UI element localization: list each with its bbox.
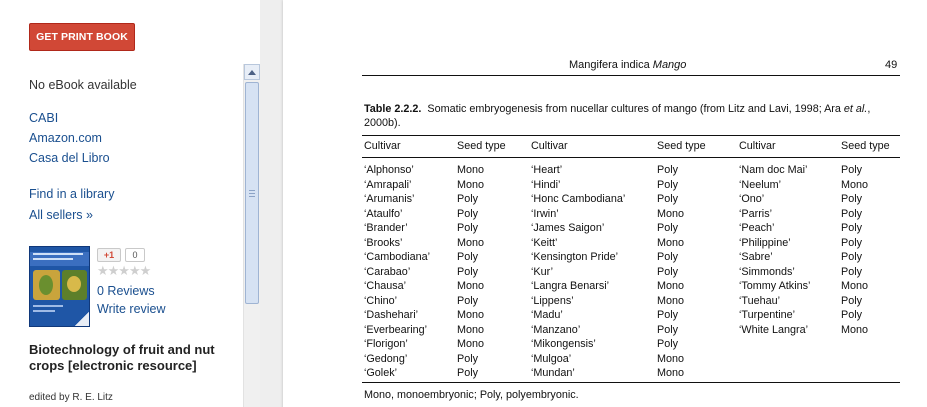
column-header: Cultivar (739, 140, 776, 152)
table-cell: Mono (657, 294, 685, 307)
table-cell: ‘Golek’ (364, 367, 398, 379)
table-cell: Poly (457, 207, 479, 220)
table-cell: ‘Chino’ (364, 294, 398, 307)
table-cell: Poly (657, 178, 679, 191)
table-cell: Poly (457, 265, 479, 278)
caption-italic: et al. (843, 103, 868, 115)
table-cell: ‘Peach’ (739, 222, 775, 234)
table-cell: ‘Sabre’ (739, 251, 773, 263)
table-cell: Poly (841, 309, 863, 321)
seed-type-column-1 (457, 163, 484, 381)
column-header: Seed type (657, 140, 706, 152)
table-cell: ‘Mulgoa’ (531, 352, 572, 365)
table-cell: Poly (657, 193, 679, 205)
table-cell: ‘Dashehari’ (364, 309, 419, 321)
table-cell: ‘Gedong’ (364, 352, 408, 365)
table-cell: Poly (841, 164, 863, 176)
table-cell: Poly (657, 164, 679, 176)
header-rule (362, 75, 900, 76)
write-review-link[interactable]: Write review (97, 302, 166, 316)
table-cell: Mono (841, 280, 869, 292)
cultivar-column-3 (739, 163, 810, 337)
book-title: Biotechnology of fruit and nut crops [electronic resource] (29, 342, 215, 373)
reviews-link[interactable]: 0 Reviews (97, 284, 155, 298)
table-cell: ‘Turpentine’ (739, 309, 796, 321)
table-cell: ‘Irwin’ (531, 207, 559, 220)
book-author: edited by R. E. Litz (29, 392, 113, 403)
table-cell: ‘Mundan’ (531, 367, 575, 379)
table-cell: Mono (657, 207, 685, 220)
table-cell: ‘Honc Cambodiana’ (531, 193, 626, 205)
seed-type-column-3 (841, 163, 868, 337)
sidebar (0, 0, 243, 407)
running-head-italic: Mango (652, 59, 687, 71)
library-links (29, 187, 114, 229)
table-cell: Poly (457, 222, 479, 234)
table-cell: ‘Cambodiana’ (364, 251, 431, 263)
no-ebook-text: No eBook available (29, 78, 137, 92)
table-cell: Mono (457, 323, 485, 336)
table-footnote: Mono, monoembryonic; Poly, polyembryonic. (364, 389, 579, 401)
table-cell: Mono (657, 280, 685, 292)
table-cell: Mono (457, 164, 485, 176)
table-cell: ‘Lippens’ (531, 294, 574, 307)
table-cell: ‘Nam doc Mai’ (739, 164, 808, 176)
find-in-library-link[interactable]: Find in a library (29, 187, 115, 201)
caption-tail: , 2000b). (364, 103, 871, 129)
table-cell: ‘Mikongensis’ (531, 338, 596, 350)
column-header: Cultivar (364, 140, 401, 152)
plus-one-count: 0 (125, 248, 145, 262)
table-cell: ‘Philippine’ (739, 236, 791, 249)
table-cell: ‘Neelum’ (739, 178, 782, 191)
page-number: 49 (885, 59, 898, 71)
table-cell: ‘Alphonso’ (364, 164, 414, 176)
table-bottom-rule (362, 382, 900, 383)
table-cell: ‘Brooks’ (364, 236, 403, 249)
table-cell: ‘Chausa’ (364, 280, 407, 292)
table-cell: Mono (457, 178, 485, 191)
table-cell: Poly (841, 236, 863, 249)
table-cell: ‘Ataulfo’ (364, 207, 403, 220)
table-cell: ‘Parris’ (739, 207, 772, 220)
table-cell: ‘Arumanis’ (364, 193, 415, 205)
table-cell: Poly (841, 207, 863, 220)
table-cell: Mono (657, 236, 685, 249)
book-page (283, 0, 927, 407)
cultivar-column-1 (364, 163, 430, 381)
scroll-up-arrow-icon[interactable] (244, 64, 260, 80)
caption-label: Table 2.2.2. (364, 103, 422, 115)
table-cell: Poly (657, 338, 679, 350)
table-cell: ‘Heart’ (531, 164, 563, 176)
table-cell: Poly (457, 352, 479, 365)
seller-list (29, 111, 110, 171)
seller-link-cabi[interactable]: CABI (29, 111, 59, 125)
table-cell: Poly (457, 193, 479, 205)
table-caption (364, 102, 894, 130)
scrollbar-thumb[interactable] (245, 82, 259, 304)
table-cell: Poly (457, 367, 479, 379)
table-cell: ‘James Saigon’ (531, 222, 605, 234)
seller-link-amazon[interactable]: Amazon.com (29, 131, 102, 145)
table-cell: ‘White Langra’ (739, 323, 809, 336)
google-plus-one-button[interactable]: +1 (97, 248, 121, 262)
table-cell: ‘Langra Benarsi’ (531, 280, 610, 292)
table-cell: ‘Tuehau’ (739, 294, 781, 307)
table-cell: ‘Hindi’ (531, 178, 561, 191)
table-cell: Mono (457, 338, 485, 350)
caption-text: Somatic embryogenesis from nucellar cultures of mango (from Litz and Lavi, 1998; Ara (427, 103, 841, 115)
seller-link-casa-del-libro[interactable]: Casa del Libro (29, 151, 110, 165)
table-cell: ‘Kur’ (531, 265, 553, 278)
table-cell: Mono (457, 236, 485, 249)
table-cell: Poly (841, 294, 863, 307)
table-cell: ‘Florigon’ (364, 338, 408, 350)
running-head-title: Mangifera indica (569, 59, 650, 71)
table-cell: ‘Manzano’ (531, 323, 581, 336)
table-cell: Poly (657, 222, 679, 234)
table-cell: ‘Tommy Atkins’ (739, 280, 811, 292)
table-cell: Mono (657, 367, 685, 379)
book-cover-image[interactable] (29, 246, 90, 327)
star-rating: ★★★★★ (97, 263, 151, 278)
table-cell: Poly (657, 309, 679, 321)
column-header: Seed type (457, 140, 506, 152)
table-cell: Mono (841, 323, 869, 336)
table-cell: ‘Amrapali’ (364, 178, 412, 191)
table-cell: ‘Keitt’ (531, 236, 558, 249)
table-cell: Poly (457, 251, 479, 263)
book-viewer[interactable] (260, 0, 927, 407)
table-cell: ‘Madu’ (531, 309, 563, 321)
table-cell: Mono (457, 309, 485, 321)
table-cell: Mono (841, 178, 869, 191)
column-header: Seed type (841, 140, 890, 152)
table-cell: Mono (657, 352, 685, 365)
table-cell: Poly (657, 265, 679, 278)
all-sellers-link[interactable]: All sellers » (29, 208, 93, 222)
table-cell: Poly (457, 294, 479, 307)
seed-type-column-2 (657, 163, 684, 381)
table-cell: Poly (841, 251, 863, 263)
table-cell: Poly (841, 222, 863, 234)
table-cell: ‘Simmonds’ (739, 265, 795, 278)
cultivar-column-2 (531, 163, 625, 381)
table-cell: Poly (657, 323, 679, 336)
table-cell: Poly (657, 251, 679, 263)
table-cell: ‘Carabao’ (364, 265, 411, 278)
table-cell: Poly (841, 193, 863, 205)
table-cell: ‘Brander’ (364, 222, 408, 234)
table-header-rule (362, 157, 900, 158)
table-cell: Mono (457, 280, 485, 292)
table-top-rule (362, 135, 900, 136)
table-cell: Poly (841, 265, 863, 278)
table-cell: ‘Kensington Pride’ (531, 251, 619, 263)
table-cell: ‘Ono’ (739, 193, 765, 205)
column-header: Cultivar (531, 140, 568, 152)
get-print-book-button[interactable]: GET PRINT BOOK (29, 23, 135, 51)
table-cell: ‘Everbearing’ (364, 323, 428, 336)
sidebar-scrollbar[interactable] (243, 64, 260, 407)
